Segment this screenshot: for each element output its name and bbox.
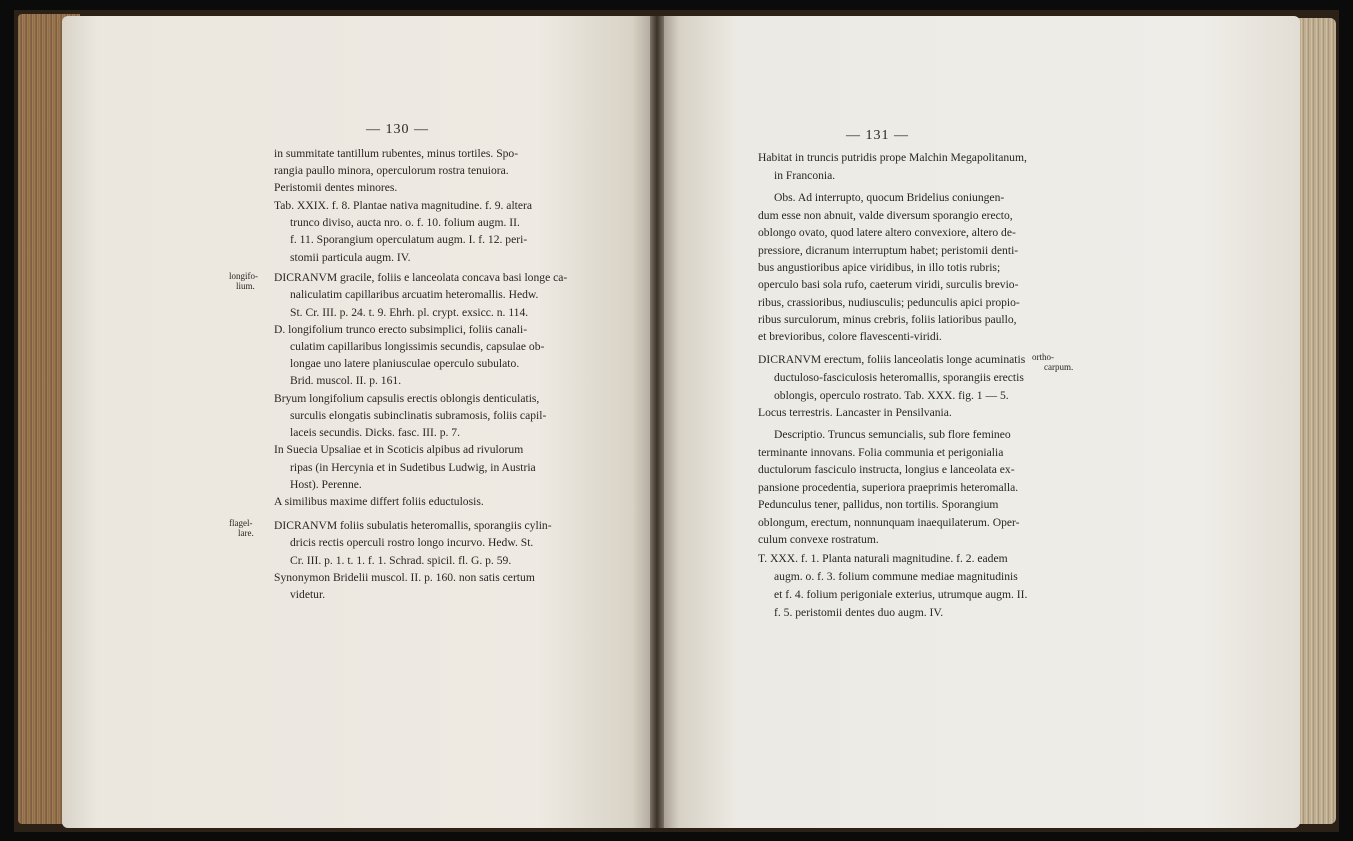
text-line: DICRANVM erectum, foliis lanceolatis longe acuminatis <box>758 353 1026 366</box>
text-line: longae uno latere planiusculae operculo subulato. <box>290 357 520 370</box>
text-line: in summitate tantillum rubentes, minus tortiles. Spo- <box>274 147 519 160</box>
text-line: T. XXX. f. 1. Planta naturali magnitudine. f. 2. eadem <box>758 552 1008 565</box>
text-line: culum convexe rostratum. <box>758 533 879 546</box>
text-line: laceis secundis. Dicks. fasc. III. p. 7. <box>290 426 460 439</box>
text-line: ductuloso-fasciculosis heteromallis, sporangiis erectis <box>774 371 1024 384</box>
text-line: f. 5. peristomii dentes duo augm. IV. <box>774 606 944 619</box>
text-line: Peristomii dentes minores. <box>274 181 398 194</box>
text-line: trunco diviso, aucta nro. o. f. 10. folium augm. II. <box>290 216 520 229</box>
margin-note: lare. <box>238 528 254 538</box>
margin-note: carpum. <box>1044 362 1074 372</box>
text-line: operculo basi sola rufo, caeterum viridi, surculis brevio- <box>758 278 1019 291</box>
text-line: naliculatim capillaribus arcuatim heteromallis. Hedw. <box>290 288 539 301</box>
text-line: terminante innovans. Folia communia et perigonialia <box>758 446 1004 459</box>
text-line: bus angustioribus apice viridibus, in illo totis rubris; <box>758 261 1001 274</box>
text-line: ripas (in Hercynia et in Sudetibus Ludwig, in Austria <box>290 461 536 474</box>
text-line: pansione procedentia, superiora praeprimis heteromalla. <box>758 481 1019 494</box>
text-line: Bryum longifolium capsulis erectis oblongis denticulatis, <box>274 392 540 405</box>
text-line: oblongo ovato, quod latere altero convexiore, altero de- <box>758 226 1016 239</box>
text-line: oblongis, operculo rostrato. Tab. XXX. fig. 1 — 5. <box>774 389 1009 402</box>
text-line: rangia paullo minora, operculorum rostra tenuiora. <box>274 164 509 177</box>
margin-note: longifo- <box>229 271 258 281</box>
text-line: pressiore, dicranum interruptum habet; peristomii denti- <box>758 244 1019 257</box>
text-line: oblongum, erectum, nonnunquam inaequilaterum. Oper- <box>758 516 1020 529</box>
right-page <box>660 16 1300 828</box>
text-line: culatim capillaribus longissimis secundis, capsulae ob- <box>290 340 545 353</box>
text-line: Brid. muscol. II. p. 161. <box>290 374 402 387</box>
page-number-left: — 130 — <box>366 122 429 137</box>
text-line: stomii particula augm. IV. <box>290 251 411 264</box>
text-line: DICRANVM foliis subulatis heteromallis, sporangiis cylin- <box>274 519 552 532</box>
text-line: dum esse non abnuit, valde diversum sporangio erecto, <box>758 209 1013 222</box>
text-line: Habitat in truncis putridis prope Malchin Megapolitanum, <box>758 151 1027 164</box>
text-line: in Franconia. <box>774 169 836 182</box>
text-line: ductulorum fasciculo instructa, longius e lanceolata ex- <box>758 463 1015 476</box>
margin-note: flagel- <box>229 518 253 528</box>
text-line: et brevioribus, colore flavescenti-viridi. <box>758 330 942 343</box>
page-number-right: — 131 — <box>846 128 909 143</box>
text-line: D. longifolium trunco erecto subsimplici, foliis canali- <box>274 323 528 336</box>
text-line: et f. 4. folium perigoniale exterius, utrumque augm. II. <box>774 588 1028 601</box>
text-line: DICRANVM gracile, foliis e lanceolata concava basi longe ca- <box>274 271 568 284</box>
text-line: surculis elongatis subinclinatis subramosis, foliis capil- <box>290 409 547 422</box>
text-line: Locus terrestris. Lancaster in Pensilvania. <box>758 406 952 419</box>
text-line: videtur. <box>290 588 326 601</box>
text-line: Tab. XXIX. f. 8. Plantae nativa magnitudine. f. 9. altera <box>274 199 533 212</box>
text-line: f. 11. Sporangium operculatum augm. I. f. 12. peri- <box>290 233 528 246</box>
text-line: augm. o. f. 3. folium commune mediae magnitudinis <box>774 570 1018 583</box>
text-line: In Suecia Upsaliae et in Scoticis alpibus ad rivulorum <box>274 443 524 456</box>
text-line: Pedunculus tener, pallidus, non tortilis. Sporangium <box>758 498 999 511</box>
text-line: Descriptio. Truncus semuncialis, sub flore femineo <box>774 428 1011 441</box>
text-line: St. Cr. III. p. 24. t. 9. Ehrh. pl. crypt. exsicc. n. 114. <box>290 306 529 319</box>
text-line: dricis rectis operculi rostro longo incurvo. Hedw. St. <box>290 536 534 549</box>
text-line: Obs. Ad interrupto, quocum Bridelius coniungen- <box>774 191 1005 204</box>
book-gutter <box>650 16 664 828</box>
text-line: Synonymon Bridelii muscol. II. p. 160. non satis certum <box>274 571 535 584</box>
text-line: Cr. III. p. 1. t. 1. f. 1. Schrad. spicil. fl. G. p. 59. <box>290 554 512 567</box>
margin-note: ortho- <box>1032 352 1054 362</box>
text-line: ribus, crassioribus, nudiusculis; pedunculis apici propio- <box>758 296 1020 309</box>
text-line: A similibus maxime differt foliis eductulosis. <box>274 495 484 508</box>
margin-note: lium. <box>236 281 255 291</box>
text-line: Host). Perenne. <box>290 478 362 491</box>
text-line: ribus surculorum, minus crebris, foliis latioribus paullo, <box>758 313 1017 326</box>
